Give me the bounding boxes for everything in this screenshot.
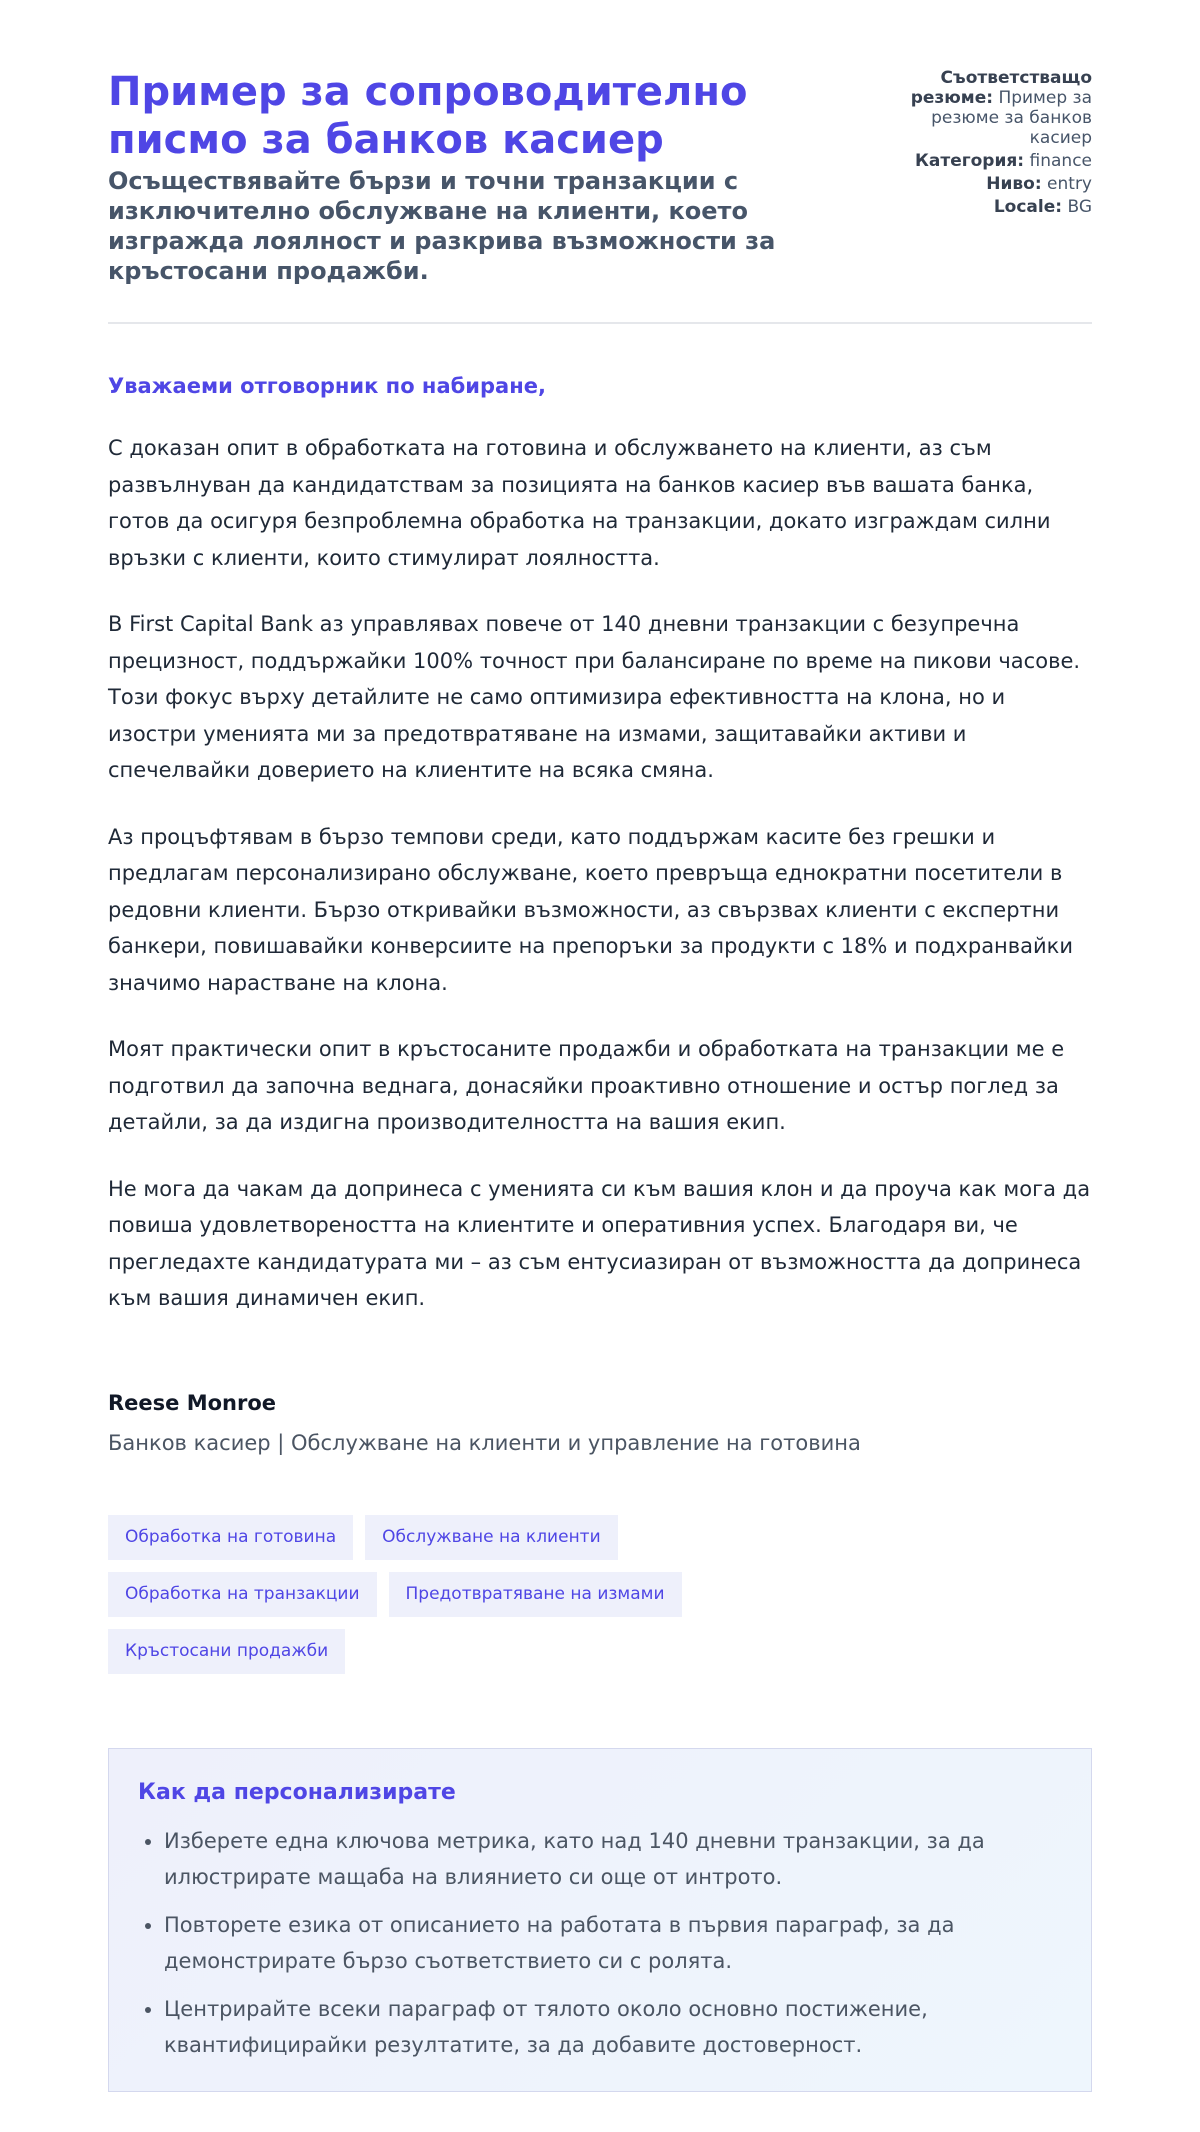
skill-tag: Обслужване на клиенти <box>365 1515 618 1560</box>
meta-locale <box>892 197 1092 217</box>
letter-paragraph-1: С доказан опит в обработката на готовина и обслужването на клиенти, аз съм развълнуван да кандидатствам за позицията на банков касиер във вашата банка, готов да осигуря безпроблемна обработка на транзакции, докато изграждам силни връзки с клиенти, които стимулират лоялността. <box>108 436 1051 570</box>
meta-level-key: Ниво: <box>986 174 1042 194</box>
customization-tips-box <box>108 1748 1092 2092</box>
page-subtitle: Осъществявайте бързи и точни транзакции с изключително обслужване на клиенти, което изгражда лоялност и разкрива възможности за кръстосани продажби. <box>108 167 776 285</box>
meta-category <box>892 151 1092 171</box>
letter-paragraph-5: Не мога да чакам да допринеса с уменията си към вашия клон и да проуча как мога да повиша удовлетвореността на клиентите и оперативния успех. Благодаря ви, че прегледахте кандидатурата ми – аз съм ентусиазиран от възможността да допринеса към вашия динамичен екип. <box>108 1176 1091 1310</box>
skill-tag: Кръстосани продажби <box>108 1629 345 1674</box>
tip-item: • Повторете езика от описанието на работата в първия параграф, за да демонстрирате бързо съответствието си с ролята. <box>164 1907 1062 1979</box>
letter-paragraph-2: В First Capital Bank аз управлявах повече от 140 дневни транзакции с безупречна прецизност, поддържайки 100% точност при балансиране по време на пикови часове. Този фокус върху детайлите не само оптимизира ефективността на клона, но и изостри уменията ми за предотвратяване на измами, защитавайки активи и спечелвайки доверието на клиентите на всяка смяна. <box>108 612 1081 782</box>
meta-level-value: entry <box>1047 174 1092 194</box>
meta-category-value: finance <box>1029 151 1092 171</box>
header-text <box>108 68 828 286</box>
meta-resume-value[interactable]: Пример за резюме за банков касиер <box>931 88 1092 148</box>
page-header <box>108 68 1092 286</box>
tip-item: • Изберете една ключова метрика, като над 140 дневни транзакции, за да илюстрирате мащаба на влиянието си още от интрото. <box>164 1823 1062 1895</box>
signature-block <box>108 1389 1092 1457</box>
header-divider <box>108 322 1092 324</box>
skill-tag: Обработка на готовина <box>108 1515 353 1560</box>
tip-item: • Центрирайте всеки параграф от тялото около основно постижение, квантифицирайки резултатите, за да добавите достоверност. <box>164 1991 1062 2063</box>
meta-level <box>892 174 1092 194</box>
skill-tag: Обработка на транзакции <box>108 1572 377 1617</box>
skill-tags <box>108 1515 908 1686</box>
signature-name: Reese Monroe <box>108 1390 277 1415</box>
tips-list <box>138 1823 1062 2063</box>
signature-title: Банков касиер | Обслужване на клиенти и управление на готовина <box>108 1430 861 1455</box>
meta-panel <box>892 68 1092 220</box>
meta-locale-value: BG <box>1067 197 1092 217</box>
meta-locale-key: Locale: <box>993 197 1063 217</box>
letter-paragraph-4: Моят практически опит в кръстосаните продажби и обработката на транзакции ме е подготвил да започна веднага, донасяйки проактивно отношение и остър поглед за детайли, за да издигна производителността на вашия екип. <box>108 1037 1065 1134</box>
skill-tag: Предотвратяване на измами <box>389 1572 682 1617</box>
tips-title: Как да персонализирате <box>138 1779 456 1805</box>
letter-paragraph-3: Аз процъфтявам в бързо темпови среди, като поддържам касите без грешки и предлагам персонализирано обслужване, което превръща еднократни посетители в редовни клиенти. Бързо откривайки възможности, аз свързвах клиенти с експертни банкери, повишавайки конверсиите на препоръки за продукти с 18% и подхранвайки значимо нарастване на клона. <box>108 824 1074 995</box>
meta-resume <box>892 68 1092 148</box>
meta-category-key: Категория: <box>915 151 1025 171</box>
meta-resume-key: Съответстващо резюме: <box>910 68 1092 108</box>
page-title: Пример за сопроводително писмо за банков касиер <box>108 69 748 163</box>
letter-salutation: Уважаеми отговорник по набиране, <box>108 374 546 398</box>
